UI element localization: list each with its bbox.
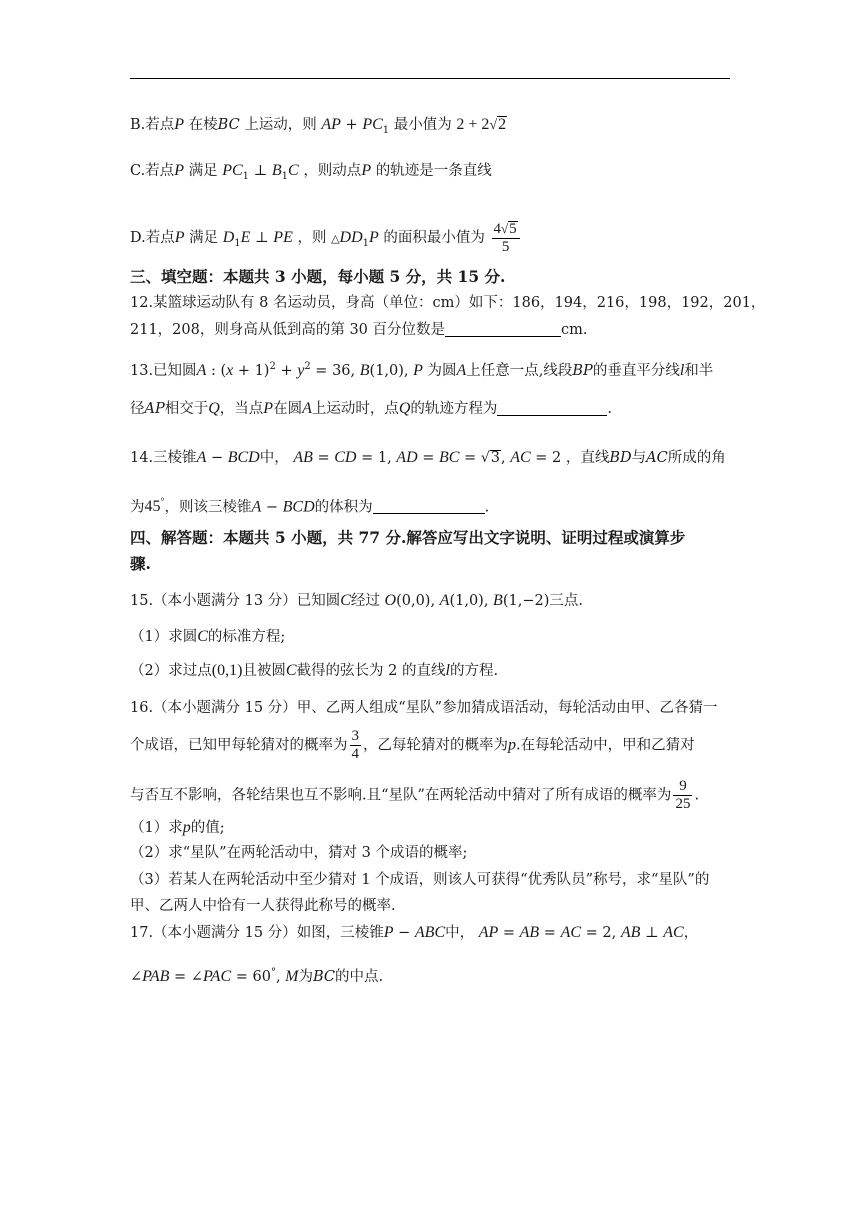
- answer-blank[interactable]: [373, 497, 485, 514]
- q12-line1: 12.某篮球运动队有 8 名运动员，身高（单位：cm）如下：186，194，216，198，192，201，: [130, 295, 766, 311]
- q17-line2: ∠PAB = ∠PAC = 60°, M为BC的中点.: [130, 967, 384, 985]
- q14-line1: 14.三棱锥A − BCD中， AB = CD = 1, AD = BC = √3, AC = 2 ，直线BD与AC所成的角: [130, 449, 726, 466]
- q13-line1: 13.已知圆A : $(x + 1)^2 + y^2 = 36$, B(1,0), P 为圆A上任意一点,线段BP的垂直平分线l和半: [130, 361, 714, 379]
- section-4-heading-line2: 骤.: [130, 554, 151, 573]
- q13-line2: 径AP相交于Q，当点P在圆A上运动时，点Q的轨迹方程为 .: [130, 400, 613, 417]
- q16-part3-line2: 甲、乙两人中恰有一人获得此称号的概率.: [130, 898, 396, 914]
- fraction-3-over-4: $\frac{3}{4}$: [351, 728, 359, 762]
- q16-line2: 个成语，已知甲每轮猜对的概率为 $\frac{3}{4}$ ，乙每轮猜对的概率为p.在每轮活动中，甲和乙猜对: [130, 728, 695, 762]
- q16-line3: 与否互不影响，各轮结果也互不影响.且“星队”在两轮活动中猜对了所有成语的概率为 $\frac{9}{25}$ .: [130, 778, 700, 812]
- q15-stem: 15.（本小题满分 13 分）已知圆C经过 O(0,0), A(1,0), B(1,−2)三点.: [130, 592, 583, 609]
- q16-part1: （1）求p的值;: [130, 819, 225, 836]
- option-b: B.若点P 在棱BC 上运动，则 AP + $PC_1$ 最小值为 2 + 2√2: [130, 116, 507, 136]
- q12-line2: 211，208，则身高从低到高的第 30 百分位数是 cm.: [130, 322, 588, 338]
- q17-line1: 17.（本小题满分 15 分）如图，三棱锥P − ABC中， AP = AB = AC = 2, AB ⊥ AC，: [130, 924, 699, 941]
- section-3-heading: 三、填空题：本题共 3 小题，每小题 5 分，共 15 分.: [130, 267, 506, 286]
- fraction-4sqrt5-over-5: $\frac{4√5}{5}$: [492, 220, 520, 256]
- q15-part2: （2）求过点(0,1)且被圆C截得的弦长为 2 的直线l的方程.: [130, 662, 499, 679]
- q15-part1: （1）求圆C的标准方程;: [130, 628, 286, 645]
- section-4-heading-line1: 四、解答题：本题共 5 小题，共 77 分.解答应写出文字说明、证明过程或演算步: [130, 528, 686, 547]
- header-rule: [130, 78, 730, 79]
- q16-line1: 16.（本小题满分 15 分）甲、乙两人组成“星队”参加猜成语活动，每轮活动由甲、乙各猜一: [130, 700, 718, 716]
- answer-blank[interactable]: [445, 320, 561, 337]
- option-d: D.若点P 满足 $D_1E$ ⊥ PE ，则 $\triangle DD_1P$ 的面积最小值为 $\frac{4√5}{5}$: [130, 220, 740, 256]
- fraction-9-over-25: $\frac{9}{25}$: [675, 778, 691, 812]
- q14-line2: 为45°，则该三棱锥A − BCD的体积为 .: [130, 497, 490, 516]
- option-c: C.若点P 满足 $PC_1$ ⊥ $B_1C$ ，则动点P 的轨迹是一条直线: [130, 162, 492, 182]
- q16-part3-line1: （3）若某人在两轮活动中至少猜对 1 个成语，则该人可获得“优秀队员”称号，求“星队”的: [130, 872, 710, 888]
- q16-part2: （2）求“星队”在两轮活动中，猜对 3 个成语的概率;: [130, 845, 468, 861]
- answer-blank[interactable]: [497, 399, 607, 416]
